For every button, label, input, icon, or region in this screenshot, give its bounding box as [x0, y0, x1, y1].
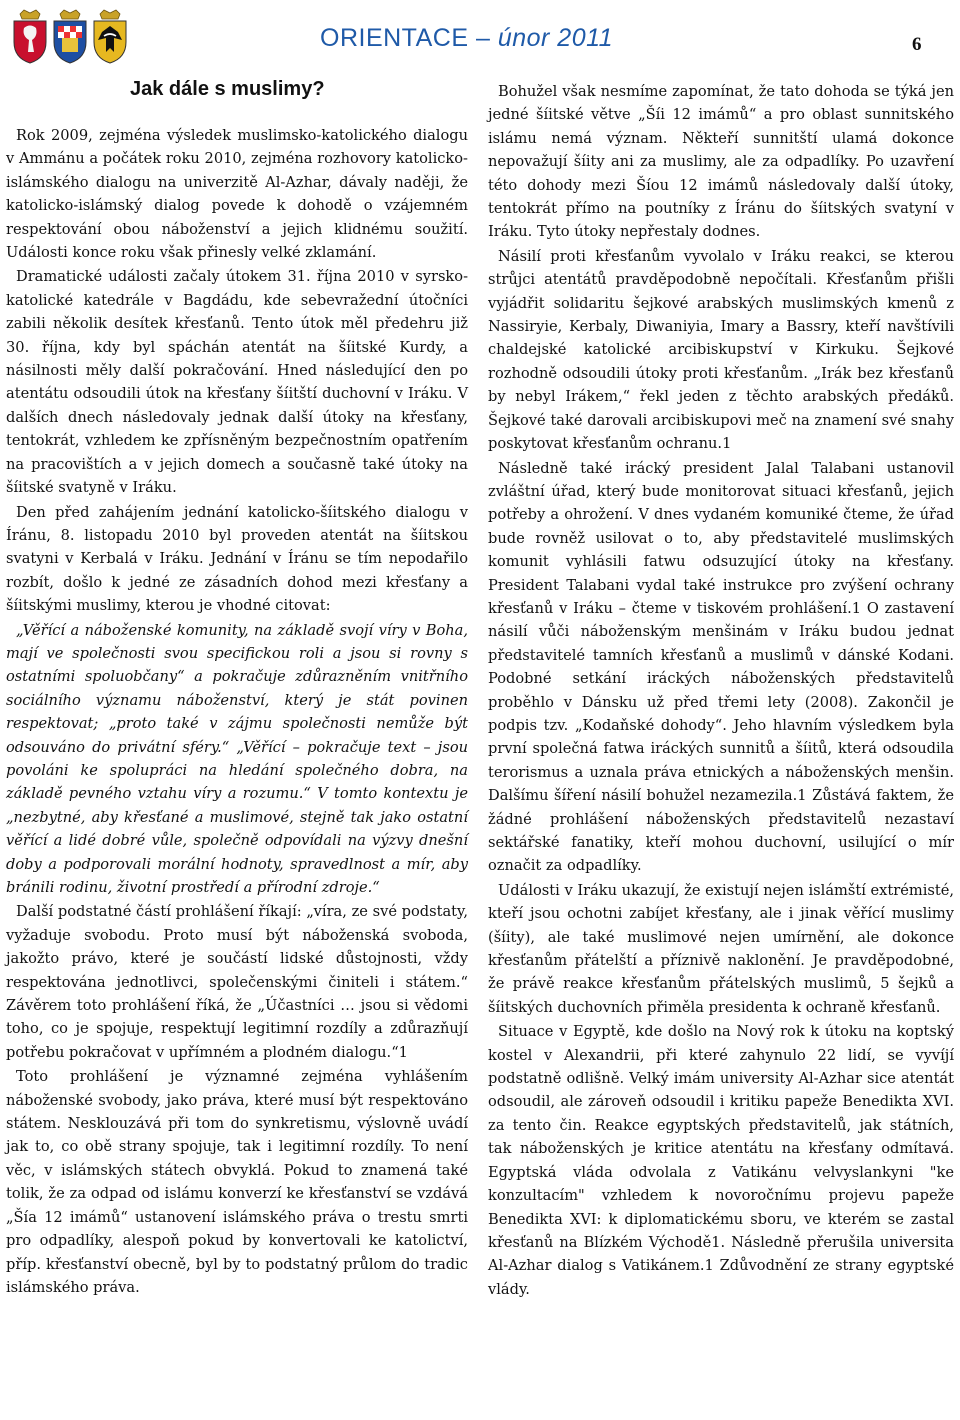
article-title: Jak dále s muslimy?: [130, 78, 325, 100]
page-number: 6: [912, 34, 922, 55]
paragraph: Násilí proti křesťanům vyvolalo v Iráku reakci, se kterou strůjci atentátů pravděpodobně nepočítali. Křesťanům přišli vyjádřit solidaritu šejkové arabských muslimských kmenů z Nassiryie, Kerbaly, Diwaniyia, Imary a Bassry, kteří navštívili chaldejské katolické arcibiskupství v Kirkuku. Šejkové rozhodně odsoudili útoky proti křesťanům. „Irák bez křesťanů by nebyl Irákem,“ řekl jeden z těchto arabských předáků. Šejkové také darovali arcibiskupovi meč na znamení své snahy poskytovat křesťanům ochranu.1: [488, 247, 954, 453]
title-separator: –: [475, 24, 491, 52]
paragraph: Den před zahájením jednání katolicko-šíitského dialogu v Íránu, 8. listopadu 2010 byl proveden atentát na šíitskou svatyni v Kerbalá v Iráku. Jednání v Íránu se tím nepodařilo rozbít, došlo k jedné ze zásadních dohod mezi křesťany a šíitskými muslimy, kterou je vhodné citovat:: [6, 503, 468, 615]
paragraph: Následně také irácký president Jalal Talabani ustanovil zvláštní úřad, který bude monitorovat situaci křesťanů, jejich potřeby a ohrožení. V dnes vydaném komuniké čteme, že úřad bude rovněž usilovat o to, aby představitelé muslimských komunit vyhlásili fatwu odsuzující útoky na křesťany. President Talabani vydal také instrukce pro zvýšení ochrany křesťanů v Iráku – čteme v tiskovém prohlášení.1 O zastavení násilí vůči náboženským menšinám v Iráku budou jednat představitelé tamních křesťanů a muslimů v dánské Kodani. Podobné setkání iráckých náboženských představitelů proběhlo v Dánsku už před třemi lety (2008). Zakončil je podpis tzv. „Kodaňské dohody“. Jeho hlavním výsledkem byla první společná fatwa iráckých sunnitů a šíitů, která odsoudila terorismus a uznala práva etnických a náboženských menšin. Dalšímu šíření násilí bohužel nezamezila.1 Zůstává faktem, že žádné prohlášení náboženských představitelů nezastaví sektářské fanatiky, kteří mohou duchovní, usilující o mír označit za odpadlíky.: [488, 459, 954, 875]
left-column: [6, 60, 468, 1299]
crest-moravia-icon: [52, 8, 88, 64]
publication-name: ORIENTACE: [320, 24, 469, 52]
paragraph: Rok 2009, zejména výsledek muslimsko-katolického dialogu v Ammánu a počátek roku 2010, zejména rozhovory katolicko-islámského dialogu na univerzitě Al-Azhar, dávaly naději, že katolicko-islámský dialog povede k dohodě o vzájemném respektování obou náboženství a jejich klidnému soužití. Události konce roku však přinesly velké zklamání.: [6, 127, 468, 262]
paragraph-quote: „Věřící a náboženské komunity, na základě svojí víry v Boha, mají ve společnosti svou specifickou roli a jsou si rovny s ostatními spoluobčany“ a pokračuje zdůrazněním vnitřního sociálního významu náboženství, který je stát povinen respektovat; „proto také v zájmu společnosti nemůže být odsouváno do privátní sféry.“ „Věřící – pokračuje text – jsou povoláni ke spolupráci na hledání společného dobra, na základě pevného vztahu víry a rozumu.“ V tomto kontextu je „nezbytné, aby křesťané a muslimové, stejně tak jako ostatní věřící a lidé dobré vůle, společně odpovídali na výzvy dnešní doby a podporovali morální hodnoty, spravedlnost a mír, aby bránili rodinu, životní prostředí a přírodní zdroje.“: [6, 621, 468, 896]
paragraph: Dramatické události začaly útokem 31. října 2010 v syrsko-katolické katedrále v Bagdádu, kde sebevražední útočníci zabili několik desítek křesťanů. Tento útok měl předehru již 30. října, kdy byl spáchán atentát na šíitské Kurdy, a násilnosti měly další pokračování. Hned následující den po atentátu odsoudili útok na křesťany šíitští duchovní v Iráku. V dalších dnech následovaly jednak další útoky na křesťany, tentokrát, vzhledem ke zpřísněným bezpečnostním opatřením na pracovištích a v jejich domech a současně také útoky na šíitské svatyně v Iráku.: [6, 268, 468, 497]
paragraph: Události v Iráku ukazují, že existují nejen islámští extrémisté, kteří jsou ochotni zabíjet křesťany, ale i jinak věřící muslimy (šíity), ale také muslimové nejen umírnění, ale dokonce křesťanům přátelští a příznivě naklonění. Je pravděpodobné, že právě reakce křesťanům přátelských muslimů, 5 šejků a šíitských duchovních přiměla presidenta k ochraně křesťanů.: [488, 881, 954, 1016]
paragraph: Bohužel však nesmíme zapomínat, že tato dohoda se týká jen jedné šíitské větve „Šíi 12 imámů“ a pro oblast sunnitského islámu nemá význam. Někteří sunnitští ulamá dokonce nepovažují šíity ani za muslimy, ale za odpadlíky. Po uzavření této dohody mezi Šíou 12 imámů následovaly další útoky, tentokrát přímo na poutníky z Íránu do šíitských svatyní v Iráku. Tyto útoky nepřestaly dodnes.: [488, 83, 954, 241]
crest-silesia-icon: [92, 8, 128, 64]
crest-czech-icon: [12, 8, 48, 64]
publication-title: [320, 24, 613, 53]
paragraph: Toto prohlášení je významné zejména vyhlášením náboženské svobody, jako práva, které musí být respektováno státem. Nesklouzává při tom do synkretismu, výslovně uvádí jak to, co obě strany spojuje, tak i legitimní rozdíly. To není věc, v islámských státech obvyklá. Pokud to znamená také tolik, že za odpad od islámu konverzí ke křesťanství se vzdává „Šía 12 imámů“ ustanovení islámského práva o trestu smrti pro odpadlíky, alespoň pokud by konvertovali ke katolictví, příp. křesťanství obecně, byl by to podstatný průlom do tradic islámského práva.: [6, 1068, 468, 1296]
issue-label: únor 2011: [497, 24, 614, 52]
paragraph: Situace v Egyptě, kde došlo na Nový rok k útoku na koptský kostel v Alexandrii, při které zahynulo 22 lidí, se vyvíjí podstatně odlišně. Velký imám university Al-Azhar sice atentát odsoudil, ale zároveň odsoudil i kritiku papeže Benedikta XVI. za tento čin. Reakce egyptských představitelů, jak státních, tak náboženských je kritice atentátu na křesťany odmítavá. Egyptská vláda odvolala z Vatikánu velvyslankyni "ke konzultacím" vzhledem k novoročnímu projevu papeže Benedikta XVI: k diplomatickému sboru, ve kterém se zastal křesťanů na Blízkém Východě1. Následně přerušila universita Al-Azhar dialog s Vatikánem.1 Zdůvodnění ze strany egyptské vlády.: [488, 1023, 954, 1298]
paragraph: Další podstatné částí prohlášení říkají: „víra, ze své podstaty, vyžaduje svobodu. Proto musí být náboženská svoboda, jakožto právo, které je součástí lidské důstojnosti, vždy respektována jednotlivci, společenskými činiteli i státem.“ Závěrem toto prohlášení říká, že „Účastníci … jsou si vědomi toho, co je spojuje, respektují legitimní rozdíly a zdůrazňují potřebu pokračovat v upřímném a plodném dialogu.“1: [6, 903, 468, 1061]
right-column: [488, 80, 954, 1301]
